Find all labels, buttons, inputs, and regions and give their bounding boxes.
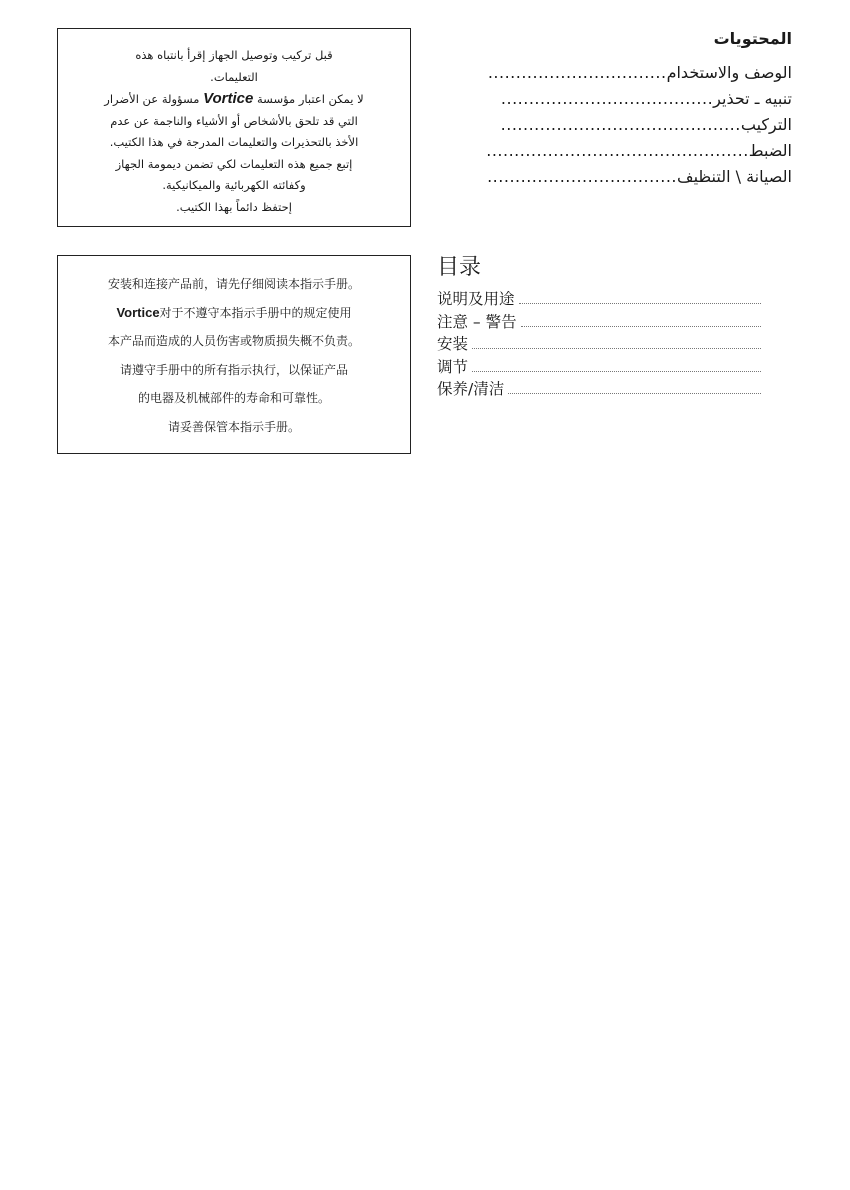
- chinese-toc-label: 说明及用途: [437, 290, 515, 308]
- dot-leader: ...........................................: [500, 115, 741, 134]
- arabic-toc-label: الضبط: [748, 141, 792, 160]
- chinese-toc-item[interactable]: [437, 356, 761, 379]
- arabic-toc-label: تنبيه ـ تحذير: [713, 89, 792, 108]
- arabic-notice-line: الأخذ بالتحذيرات والتعليمات المدرجة في هذا الكتيب.: [109, 135, 359, 149]
- chinese-toc-label: 调节: [437, 357, 469, 376]
- arabic-toc-item[interactable]: [470, 164, 792, 190]
- dot-leader: [519, 302, 761, 304]
- arabic-notice-prefix: لا يمكن اعتبار مؤسسة: [257, 92, 364, 106]
- arabic-toc-item[interactable]: [470, 86, 792, 112]
- chinese-toc-label: 注意 – 警告: [437, 312, 517, 331]
- arabic-notice-box: [57, 28, 411, 227]
- dot-leader: ................................: [487, 63, 667, 82]
- arabic-notice-line: قبل تركيب وتوصيل الجهاز إقرأ بانتباه هذه: [135, 48, 333, 62]
- chinese-toc-label: 保养/清洁: [437, 380, 505, 398]
- arabic-toc-label: التركيب: [740, 115, 792, 134]
- arabic-notice-text: [80, 45, 388, 218]
- chinese-toc-title: 目录: [437, 255, 482, 280]
- chinese-notice-line: 本产品而造成的人员伤害或物质损失概不负责。: [107, 334, 360, 348]
- arabic-notice-line: التي قد تلحق بالأشخاص أو الأشياء والناجمة عن عدم: [110, 113, 358, 128]
- arabic-notice-suffix: مسؤولة عن الأضرار: [104, 92, 200, 106]
- chinese-notice-line: 请遵守手册中的所有指示执行，以保证产品: [119, 362, 348, 377]
- chinese-notice-line: 安装和连接产品前，请先仔细阅读本指示手册。: [107, 277, 360, 291]
- chinese-notice-line: 请妥善保管本指示手册。: [167, 419, 300, 434]
- arabic-toc-item[interactable]: [470, 112, 792, 138]
- dot-leader: [508, 392, 761, 394]
- arabic-notice-line: وكفائته الكهربائية والميكانيكية.: [162, 178, 306, 192]
- chinese-notice-suffix: 对于不遵守本指示手册中的规定使用: [159, 305, 352, 320]
- chinese-toc-item[interactable]: [437, 378, 761, 401]
- arabic-toc-item[interactable]: [470, 138, 792, 164]
- brand-name: Vortice: [116, 304, 160, 320]
- chinese-toc-label: 安装: [437, 335, 469, 353]
- dot-leader: [521, 325, 761, 327]
- brand-name: Vortice: [203, 90, 254, 107]
- dot-leader: [472, 370, 761, 372]
- chinese-notice-text: [78, 270, 390, 441]
- arabic-toc-item[interactable]: [470, 60, 792, 86]
- chinese-toc-item[interactable]: [437, 288, 761, 311]
- dot-leader: ..................................: [487, 167, 678, 186]
- arabic-toc-title: المحتويات: [713, 29, 792, 48]
- arabic-notice-line-brand: [80, 88, 388, 111]
- chinese-table-of-contents: [437, 254, 761, 401]
- dot-leader: [472, 347, 761, 349]
- arabic-notice-line: إتبع جميع هذه التعليمات لكي تضمن ديمومة الجهاز: [115, 156, 353, 171]
- chinese-notice-line: 的电器及机械部件的寿命和可靠性。: [137, 391, 330, 405]
- arabic-toc-label: الصيانة \ التنظيف: [677, 167, 792, 186]
- arabic-toc-label: الوصف والاستخدام: [666, 63, 792, 82]
- chinese-toc-item[interactable]: [437, 311, 761, 334]
- dot-leader: ......................................: [500, 89, 714, 108]
- arabic-notice-line: التعليمات.: [210, 69, 258, 84]
- arabic-table-of-contents: [470, 28, 792, 190]
- chinese-notice-line-brand: [78, 299, 390, 328]
- chinese-toc-item[interactable]: [437, 333, 761, 356]
- arabic-notice-line: إحتفظ دائماً بهذا الكتيب.: [176, 199, 292, 214]
- chinese-notice-box: [57, 255, 411, 454]
- dot-leader: ...............................................: [486, 141, 749, 160]
